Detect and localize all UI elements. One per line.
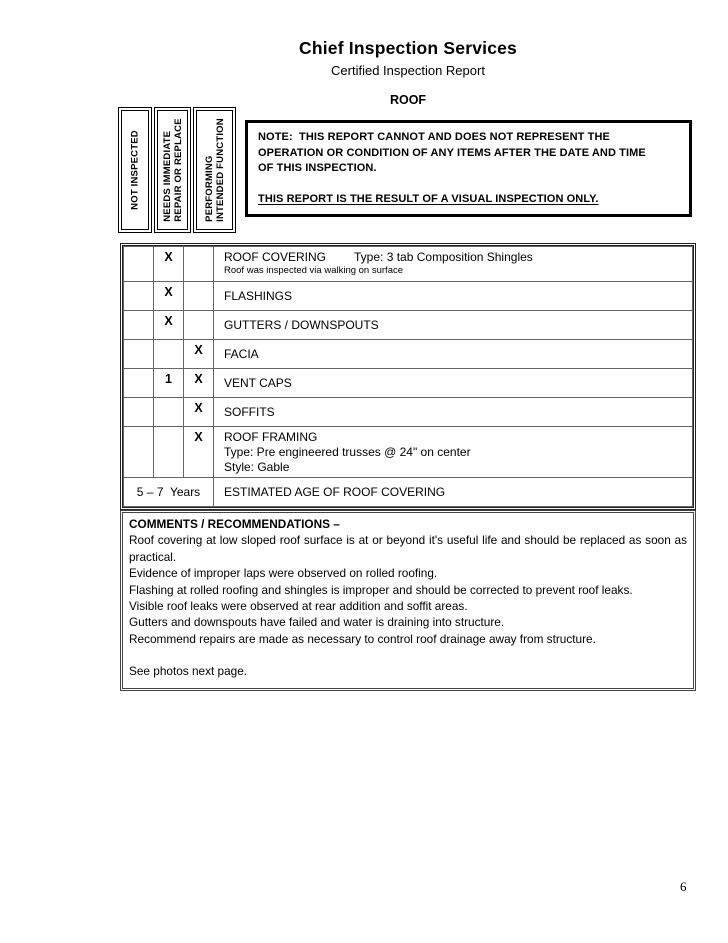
note-line: NOTE: THIS REPORT CANNOT AND DOES NOT REPRESENT THE: [258, 131, 610, 143]
note-line: OPERATION OR CONDITION OF ANY ITEMS AFTER THE DATE AND TIME: [258, 146, 646, 159]
legend-box-inner: [196, 110, 233, 230]
inspection-table: [123, 246, 693, 507]
not-inspected-mark: [124, 311, 154, 340]
comment-paragraph: Flashing at rolled roofing and shingles is improper and should be corrected to prevent roof leaks.: [129, 582, 633, 597]
item-cell: [214, 427, 693, 478]
legend-needs-repair: [154, 107, 191, 233]
legend-and-note-row: [118, 107, 698, 233]
legend-performing-label: [204, 118, 226, 222]
note-underlined-line: THIS REPORT IS THE RESULT OF A VISUAL INSPECTION ONLY.: [258, 192, 599, 205]
not-inspected-mark: [124, 427, 154, 478]
legend-label-line: NEEDS IMMEDIATE: [161, 130, 173, 222]
comments-box: [120, 510, 696, 691]
table-row-soffits: [124, 398, 693, 427]
not-inspected-mark: [124, 247, 154, 282]
comment-paragraph: Visible roof leaks were observed at rear addition and soffit areas.: [129, 599, 468, 614]
performing-mark: X: [184, 369, 214, 398]
comment-paragraph: Gutters and downspouts have failed and water is draining into structure.: [129, 615, 505, 630]
table-row-estimated-age: [124, 478, 693, 507]
item-cell: FACIA: [214, 340, 693, 369]
comments-footer-note: See photos next page.: [129, 664, 248, 679]
performing-mark: [184, 311, 214, 340]
legend-label-line: PERFORMING: [203, 155, 215, 222]
comment-paragraph: Recommend repairs are made as necessary to control roof drainage away from structure.: [129, 631, 596, 646]
not-inspected-mark: [124, 282, 154, 311]
report-subtitle: Certified Inspection Report: [331, 63, 485, 78]
needs-repair-mark: X: [154, 282, 184, 311]
item-title-line: [224, 250, 686, 264]
needs-repair-mark: 1: [154, 369, 184, 398]
legend-needs-repair-label: [162, 118, 184, 222]
report-header: [120, 38, 696, 78]
performing-mark: X: [184, 340, 214, 369]
item-cell: GUTTERS / DOWNSPOUTS: [214, 311, 693, 340]
not-inspected-mark: [124, 369, 154, 398]
item-type-note: Type: 3 tab Composition Shingles: [354, 250, 533, 264]
company-title: Chief Inspection Services: [299, 38, 517, 58]
page-number: 6: [680, 879, 687, 894]
needs-repair-mark: X: [154, 247, 184, 282]
estimated-age-value: 5 – 7 Years: [124, 478, 214, 507]
performing-mark: X: [184, 427, 214, 478]
needs-repair-mark: X: [154, 311, 184, 340]
inspection-table-frame: [120, 243, 696, 510]
table-row-vent-caps: [124, 369, 693, 398]
not-inspected-mark: [124, 398, 154, 427]
comment-paragraph: Roof covering at low sloped roof surface is at or beyond it's useful life and should be replaced as soon as practical.: [129, 533, 687, 564]
needs-repair-mark: [154, 427, 184, 478]
item-detail-line: Type: Pre engineered trusses @ 24" on center: [224, 445, 471, 459]
legend-label-line: NOT INSPECTED: [129, 130, 141, 210]
item-title: ROOF COVERING: [224, 250, 327, 264]
table-row-roof-covering: [124, 247, 693, 282]
legend-box-inner: [121, 110, 149, 230]
disclaimer-note-box: [245, 120, 692, 217]
not-inspected-mark: [124, 340, 154, 369]
item-cell: ESTIMATED AGE OF ROOF COVERING: [214, 478, 693, 507]
legend-label-line: REPAIR OR REPLACE: [172, 118, 184, 222]
legend-not-inspected: [118, 107, 152, 233]
item-cell: VENT CAPS: [214, 369, 693, 398]
needs-repair-mark: [154, 398, 184, 427]
table-row-flashings: [124, 282, 693, 311]
item-title: ROOF FRAMING: [224, 430, 318, 444]
legend-label-line: INTENDED FUNCTION: [214, 118, 226, 222]
item-sub-note: Roof was inspected via walking on surface: [224, 265, 404, 276]
legend-box-inner: [157, 110, 188, 230]
performing-mark: [184, 247, 214, 282]
performing-mark: X: [184, 398, 214, 427]
comment-paragraph: Evidence of improper laps were observed on rolled roofing.: [129, 566, 438, 581]
section-title-roof: ROOF: [389, 93, 427, 107]
legend-column-headers: [118, 107, 236, 233]
table-row-roof-framing: [124, 427, 693, 478]
item-cell: FLASHINGS: [214, 282, 693, 311]
needs-repair-mark: [154, 340, 184, 369]
table-row-facia: [124, 340, 693, 369]
comments-heading: COMMENTS / RECOMMENDATIONS –: [129, 517, 340, 531]
legend-not-inspected-label: [130, 130, 141, 210]
item-cell: [214, 247, 693, 282]
table-row-gutters-downspouts: [124, 311, 693, 340]
performing-mark: [184, 282, 214, 311]
item-detail-line: Style: Gable: [224, 460, 290, 474]
legend-performing: [193, 107, 236, 233]
note-line: OF THIS INSPECTION.: [258, 162, 377, 174]
item-cell: SOFFITS: [214, 398, 693, 427]
